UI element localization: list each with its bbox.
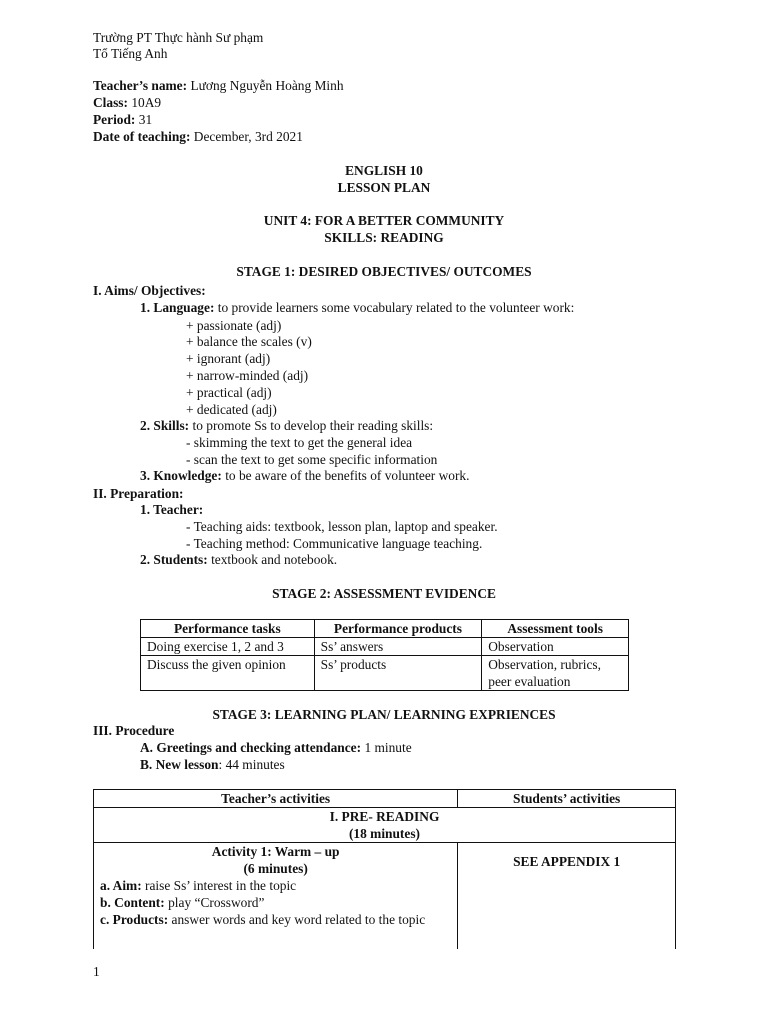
section-title: I. PRE- READING	[329, 809, 440, 824]
greetings-label: A. Greetings and checking attendance:	[140, 740, 362, 755]
vocab-item: + narrow-minded (adj)	[186, 368, 309, 383]
table-cell: Observation	[482, 638, 629, 656]
teacher-value: Lương Nguyễn Hoàng Minh	[190, 78, 344, 93]
aims-heading: I. Aims/ Objectives:	[93, 283, 206, 298]
period-value: 31	[138, 112, 153, 127]
appendix-reference: SEE APPENDIX 1	[513, 854, 621, 869]
knowledge-objective	[140, 467, 469, 484]
students-prep-label: 2. Students:	[140, 552, 208, 567]
teacher-label: Teacher’s name:	[93, 78, 188, 93]
assessment-table	[140, 619, 629, 691]
greetings-value: 1 minute	[364, 740, 412, 755]
class-value: 10A9	[131, 95, 162, 110]
aim-label: a. Aim:	[100, 878, 142, 893]
document-title: LESSON PLAN	[337, 180, 431, 195]
stage3-title: STAGE 3: LEARNING PLAN/ LEARNING EXPRIENCES	[212, 707, 556, 722]
activity-title: Activity 1: Warm – up	[211, 844, 340, 859]
activity-row	[94, 843, 676, 950]
activity-teacher-cell	[94, 843, 458, 950]
table-header-cell: Assessment tools	[482, 620, 629, 638]
skills-text: to promote Ss to develop their reading skills:	[192, 418, 434, 433]
content-text: play “Crossword”	[168, 895, 265, 910]
students-activities-header: Students’ activities	[458, 790, 676, 808]
students-prep-text: textbook and notebook.	[211, 552, 338, 567]
section-time: (18 minutes)	[348, 826, 421, 841]
table-header-row	[94, 790, 676, 808]
vocab-item: + passionate (adj)	[186, 318, 282, 333]
vocab-item: + practical (adj)	[186, 385, 272, 400]
table-header-cell: Performance tasks	[141, 620, 315, 638]
skills-item: - scan the text to get some specific information	[186, 452, 438, 467]
teacher-info	[93, 77, 344, 94]
table-cell: Observation, rubrics, peer evaluation	[482, 656, 629, 691]
activity-content	[100, 894, 451, 911]
date-label: Date of teaching:	[93, 129, 191, 144]
vocab-item: + dedicated (adj)	[186, 402, 277, 417]
teacher-activities-header: Teacher’s activities	[94, 790, 458, 808]
new-lesson-label: B. New lesson	[140, 757, 219, 772]
unit-title: UNIT 4: FOR A BETTER COMMUNITY	[263, 213, 505, 228]
department-name: Tổ Tiếng Anh	[93, 46, 168, 61]
language-label: 1. Language:	[140, 300, 215, 315]
knowledge-label: 3. Knowledge:	[140, 468, 222, 483]
activity-aim	[100, 877, 451, 894]
preparation-heading: II. Preparation:	[93, 486, 184, 501]
period-info	[93, 111, 152, 128]
page-number: 1	[93, 964, 100, 979]
course-title: ENGLISH 10	[345, 163, 423, 178]
class-label: Class:	[93, 95, 128, 110]
table-row	[141, 638, 629, 656]
table-cell: Ss’ products	[314, 656, 482, 691]
products-label: c. Products:	[100, 912, 169, 927]
procedure-heading: III. Procedure	[93, 723, 175, 738]
activities-table	[93, 789, 676, 949]
vocab-item: + ignorant (adj)	[186, 351, 271, 366]
content-label: b. Content:	[100, 895, 165, 910]
stage1-title: STAGE 1: DESIRED OBJECTIVES/ OUTCOMES	[236, 264, 532, 279]
section-cell	[94, 808, 676, 843]
table-header-row	[141, 620, 629, 638]
activity-students-cell	[458, 843, 676, 950]
language-objective	[140, 299, 574, 316]
table-cell: Discuss the given opinion	[141, 656, 315, 691]
date-info	[93, 128, 303, 145]
skills-item: - skimming the text to get the general idea	[186, 435, 413, 450]
teacher-prep-label: 1. Teacher:	[140, 502, 204, 517]
section-row	[94, 808, 676, 843]
table-cell: Doing exercise 1, 2 and 3	[141, 638, 315, 656]
table-header-cell: Performance products	[314, 620, 482, 638]
new-lesson-step	[140, 756, 285, 773]
activity-time: (6 minutes)	[243, 861, 308, 876]
skills-objective	[140, 417, 433, 434]
greetings-step	[140, 739, 412, 756]
activity-products	[100, 911, 451, 928]
language-text: to provide learners some vocabulary related to the volunteer work:	[217, 300, 575, 315]
products-text: answer words and key word related to the topic	[171, 912, 426, 927]
table-row	[141, 656, 629, 691]
students-prep	[140, 551, 337, 568]
class-info	[93, 94, 161, 111]
aim-text: raise Ss’ interest in the topic	[145, 878, 297, 893]
new-lesson-value: : 44 minutes	[218, 757, 285, 772]
school-name: Trường PT Thực hành Sư phạm	[93, 30, 264, 45]
knowledge-text: to be aware of the benefits of volunteer work.	[225, 468, 470, 483]
teacher-prep-item: - Teaching aids: textbook, lesson plan, laptop and speaker.	[186, 519, 498, 534]
skill-title: SKILLS: READING	[324, 230, 444, 245]
teacher-prep-item: - Teaching method: Communicative language teaching.	[186, 536, 483, 551]
date-value: December, 3rd 2021	[193, 129, 303, 144]
table-cell: Ss’ answers	[314, 638, 482, 656]
period-label: Period:	[93, 112, 136, 127]
skills-label: 2. Skills:	[140, 418, 190, 433]
vocab-item: + balance the scales (v)	[186, 334, 312, 349]
stage2-title: STAGE 2: ASSESSMENT EVIDENCE	[272, 586, 496, 601]
